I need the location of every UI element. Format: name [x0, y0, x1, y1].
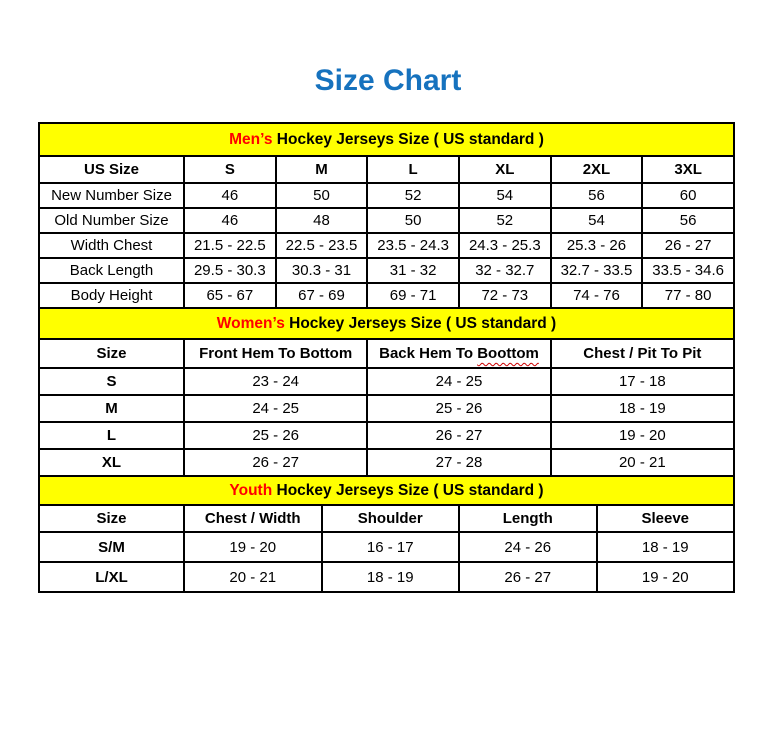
size-value: 56	[551, 183, 643, 208]
mens-banner-accent-text: Men’s	[229, 130, 273, 148]
row-label: L	[39, 422, 184, 449]
size-value: 18 - 19	[551, 395, 734, 422]
table-row	[39, 283, 734, 308]
womens-size-table	[38, 307, 735, 477]
row-label: Width Chest	[39, 233, 184, 258]
row-label: S	[39, 368, 184, 395]
mens-header-row	[39, 156, 734, 183]
youth-section-banner	[39, 476, 734, 505]
size-value: 50	[276, 183, 368, 208]
size-value: 74 - 76	[551, 283, 643, 308]
mens-column-header: 2XL	[551, 156, 643, 183]
size-value: 26 - 27	[367, 422, 550, 449]
row-label: S/M	[39, 532, 184, 562]
mens-size-table	[38, 122, 735, 309]
youth-banner-row	[39, 476, 734, 505]
size-value: 27 - 28	[367, 449, 550, 476]
size-value: 50	[367, 208, 459, 233]
youth-size-table	[38, 475, 735, 593]
row-label: New Number Size	[39, 183, 184, 208]
row-label: Body Height	[39, 283, 184, 308]
mens-column-header: L	[367, 156, 459, 183]
size-value: 69 - 71	[367, 283, 459, 308]
table-row	[39, 395, 734, 422]
row-label: Old Number Size	[39, 208, 184, 233]
womens-header-row	[39, 339, 734, 368]
table-row	[39, 233, 734, 258]
size-value: 16 - 17	[322, 532, 460, 562]
size-value: 22.5 - 23.5	[276, 233, 368, 258]
mens-column-header: S	[184, 156, 276, 183]
youth-column-header: Size	[39, 505, 184, 532]
youth-column-header: Length	[459, 505, 597, 532]
table-row	[39, 208, 734, 233]
size-value: 25.3 - 26	[551, 233, 643, 258]
size-value: 25 - 26	[184, 422, 367, 449]
size-value: 29.5 - 30.3	[184, 258, 276, 283]
size-value: 23.5 - 24.3	[367, 233, 459, 258]
size-value: 32.7 - 33.5	[551, 258, 643, 283]
size-value: 18 - 19	[597, 532, 735, 562]
size-value: 24 - 26	[459, 532, 597, 562]
womens-section-banner	[39, 308, 734, 339]
table-row	[39, 449, 734, 476]
size-value: 26 - 27	[459, 562, 597, 592]
womens-column-header: Front Hem To Bottom	[184, 339, 367, 368]
table-row	[39, 368, 734, 395]
misspelled-word: Boottom	[477, 345, 539, 362]
size-value: 30.3 - 31	[276, 258, 368, 283]
row-label: M	[39, 395, 184, 422]
table-row	[39, 183, 734, 208]
youth-header-row	[39, 505, 734, 532]
size-value: 19 - 20	[597, 562, 735, 592]
mens-banner-text: Hockey Jerseys Size ( US standard )	[272, 130, 544, 148]
table-row	[39, 532, 734, 562]
womens-column-header: Size	[39, 339, 184, 368]
size-value: 56	[642, 208, 734, 233]
size-value: 18 - 19	[322, 562, 460, 592]
page-title: Size Chart	[314, 64, 462, 97]
size-value: 77 - 80	[642, 283, 734, 308]
mens-column-header: 3XL	[642, 156, 734, 183]
womens-banner-accent-text: Women’s	[216, 314, 285, 332]
womens-column-header: Back Hem To Boottom	[367, 339, 550, 368]
youth-banner-text: Hockey Jerseys Size ( US standard )	[272, 481, 544, 499]
size-value: 72 - 73	[459, 283, 551, 308]
size-chart	[38, 122, 735, 593]
size-value: 46	[184, 208, 276, 233]
size-value: 52	[367, 183, 459, 208]
womens-banner-row	[39, 308, 734, 339]
table-row	[39, 258, 734, 283]
table-row	[39, 562, 734, 592]
mens-column-header: M	[276, 156, 368, 183]
youth-banner-accent-text: Youth	[229, 481, 273, 499]
size-value: 31 - 32	[367, 258, 459, 283]
size-value: 52	[459, 208, 551, 233]
mens-banner-row	[39, 123, 734, 156]
row-label: Back Length	[39, 258, 184, 283]
youth-column-header: Sleeve	[597, 505, 735, 532]
size-value: 19 - 20	[551, 422, 734, 449]
size-value: 25 - 26	[367, 395, 550, 422]
row-label: XL	[39, 449, 184, 476]
youth-column-header: Shoulder	[322, 505, 460, 532]
size-value: 48	[276, 208, 368, 233]
table-row	[39, 422, 734, 449]
size-value: 65 - 67	[184, 283, 276, 308]
size-value: 26 - 27	[642, 233, 734, 258]
size-value: 23 - 24	[184, 368, 367, 395]
size-value: 54	[459, 183, 551, 208]
size-value: 17 - 18	[551, 368, 734, 395]
size-value: 20 - 21	[184, 562, 322, 592]
womens-banner-text: Hockey Jerseys Size ( US standard )	[284, 314, 557, 332]
size-value: 21.5 - 22.5	[184, 233, 276, 258]
mens-section-banner	[39, 123, 734, 156]
page	[0, 64, 776, 756]
womens-column-header: Chest / Pit To Pit	[551, 339, 734, 368]
mens-column-header: US Size	[39, 156, 184, 183]
size-value: 54	[551, 208, 643, 233]
youth-column-header: Chest / Width	[184, 505, 322, 532]
size-value: 26 - 27	[184, 449, 367, 476]
size-value: 19 - 20	[184, 532, 322, 562]
size-value: 67 - 69	[276, 283, 368, 308]
mens-column-header: XL	[459, 156, 551, 183]
size-value: 60	[642, 183, 734, 208]
size-value: 32 - 32.7	[459, 258, 551, 283]
size-value: 24.3 - 25.3	[459, 233, 551, 258]
size-value: 20 - 21	[551, 449, 734, 476]
row-label: L/XL	[39, 562, 184, 592]
size-value: 33.5 - 34.6	[642, 258, 734, 283]
size-value: 46	[184, 183, 276, 208]
size-value: 24 - 25	[184, 395, 367, 422]
size-value: 24 - 25	[367, 368, 550, 395]
